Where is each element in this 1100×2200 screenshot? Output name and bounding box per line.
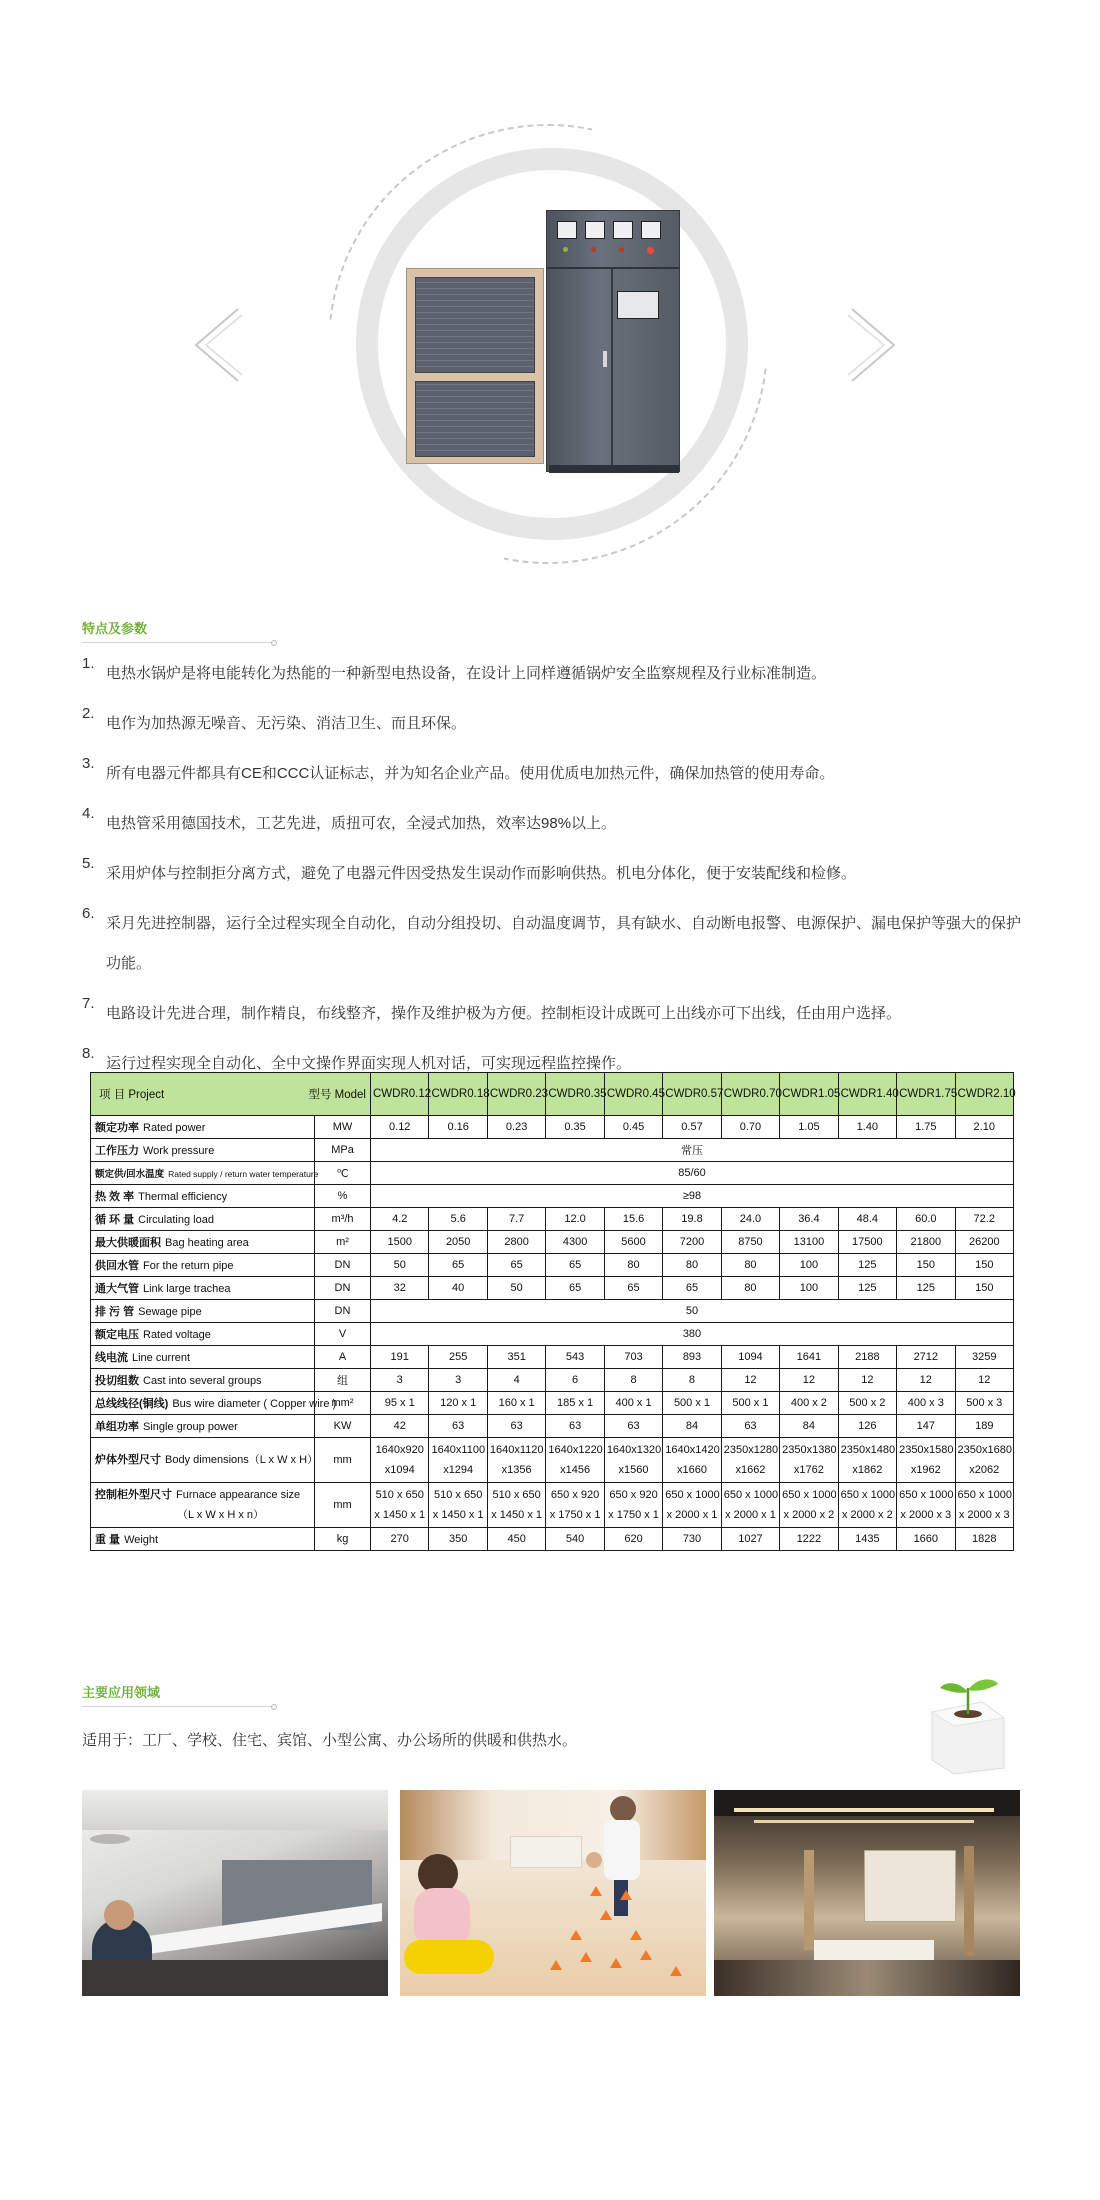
spec-row [91, 1162, 1014, 1185]
spec-item-en: Cast into several groups [143, 1375, 262, 1387]
spec-value-cell: 650 x 1000 x 2000 x 2 [780, 1483, 838, 1528]
spec-unit-cell: ℃ [315, 1162, 371, 1185]
spec-item-cell [91, 1116, 315, 1139]
spec-value-cell: 2350x1280 x1662 [721, 1438, 779, 1483]
spec-value-cell: 65 [429, 1254, 487, 1277]
spec-value-cell: 63 [546, 1415, 604, 1438]
section-title-applications: 主要应用领域 [82, 1685, 161, 1700]
spec-item-zh: 循 环 量 [95, 1214, 135, 1226]
spec-value-cell: 150 [897, 1254, 955, 1277]
spec-value-cell: 0.57 [663, 1116, 721, 1139]
spec-value-cell: 351 [487, 1346, 545, 1369]
section-divider [82, 1706, 274, 1707]
spec-value-cell: 84 [780, 1415, 838, 1438]
model-header-cell: CWDR0.12 [371, 1073, 429, 1116]
spec-value-cell: 893 [663, 1346, 721, 1369]
spec-value-cell: 63 [487, 1415, 545, 1438]
spec-value-cell: 0.23 [487, 1116, 545, 1139]
model-header-cell: CWDR0.45 [604, 1073, 662, 1116]
spec-item-cell [91, 1300, 315, 1323]
spec-row [91, 1438, 1014, 1483]
spec-item-en: Rated voltage [143, 1329, 211, 1341]
feature-item [82, 654, 1022, 694]
spec-unit-cell: MPa [315, 1139, 371, 1162]
spec-value-cell: 125 [838, 1254, 896, 1277]
model-header-cell: CWDR1.05 [780, 1073, 838, 1116]
spec-row [91, 1208, 1014, 1231]
spec-item-cell [91, 1392, 337, 1415]
spec-unit-cell: DN [315, 1277, 371, 1300]
spec-value-cell: 7200 [663, 1231, 721, 1254]
spec-value-cell: 6 [546, 1369, 604, 1392]
spec-value-cell: 80 [604, 1254, 662, 1277]
spec-item-zh: 最大供暖面积 [95, 1237, 161, 1249]
spec-value-cell: 42 [371, 1415, 429, 1438]
header-model: 型号 Model [308, 1089, 366, 1101]
spec-value-cell: 15.6 [604, 1208, 662, 1231]
spec-value-cell: 2712 [897, 1346, 955, 1369]
spec-value-cell: 650 x 1000 x 2000 x 3 [955, 1483, 1013, 1528]
spec-value-cell: 120 x 1 [429, 1392, 487, 1415]
next-slide-button[interactable] [848, 305, 900, 385]
spec-value-cell: 63 [721, 1415, 779, 1438]
spec-value-cell: 4 [487, 1369, 545, 1392]
heat-arrow-icon [640, 1950, 652, 1960]
spec-item-en: Body dimensions（L x W x H） [165, 1454, 319, 1466]
spec-unit-cell: DN [315, 1300, 371, 1323]
spec-value-cell: 21800 [897, 1231, 955, 1254]
spec-value-cell: 160 x 1 [487, 1392, 545, 1415]
feature-number: 4. [82, 805, 95, 822]
spec-value-cell: 2350x1580 x1962 [897, 1438, 955, 1483]
spec-unit-cell: kg [315, 1528, 371, 1551]
spec-value-cell: 2188 [838, 1346, 896, 1369]
feature-item [82, 904, 1022, 984]
spec-item-cell [91, 1528, 315, 1551]
spec-value-cell: 1640x1420 x1660 [663, 1438, 721, 1483]
spec-value-cell: 72.2 [955, 1208, 1013, 1231]
spec-value-cell: 3259 [955, 1346, 1013, 1369]
feature-number: 8. [82, 1045, 95, 1062]
spec-value-cell: 17500 [838, 1231, 896, 1254]
spec-item-zh: 额定电压 [95, 1329, 139, 1341]
spec-item-zh: 单组功率 [95, 1421, 139, 1433]
heat-arrow-icon [610, 1958, 622, 1968]
spec-value-cell: 1828 [955, 1528, 1013, 1551]
spec-item-cell [91, 1162, 319, 1185]
spec-value-cell: 2350x1680 x2062 [955, 1438, 1013, 1483]
spec-row [91, 1185, 1014, 1208]
spec-value-cell: 4.2 [371, 1208, 429, 1231]
spec-unit-cell: m³/h [315, 1208, 371, 1231]
spec-row [91, 1483, 1014, 1528]
spec-value-cell: 100 [780, 1254, 838, 1277]
spec-value-cell: 8 [604, 1369, 662, 1392]
model-header-cell: CWDR1.40 [838, 1073, 896, 1116]
spec-value-cell: 500 x 3 [955, 1392, 1013, 1415]
spec-row [91, 1300, 1014, 1323]
spec-item-en: Weight [124, 1534, 159, 1546]
spec-value-cell: 3 [429, 1369, 487, 1392]
spec-item-en: Rated power [143, 1122, 206, 1134]
spec-value-cell: 510 x 650 x 1450 x 1 [429, 1483, 487, 1528]
spec-value-cell: 32 [371, 1277, 429, 1300]
spec-value-cell: 150 [955, 1254, 1013, 1277]
feature-list [82, 655, 1022, 1104]
feature-item [82, 754, 1022, 794]
spec-row [91, 1139, 1014, 1162]
office-photo [82, 1790, 388, 1996]
spec-row [91, 1231, 1014, 1254]
spec-item-zh: 额定供/回水温度 [95, 1169, 165, 1180]
spec-value-cell: 380 [371, 1323, 1014, 1346]
spec-value-cell: 2050 [429, 1231, 487, 1254]
hotel-lobby-photo [714, 1790, 1020, 1996]
spec-value-cell: 40 [429, 1277, 487, 1300]
spec-item-cell [91, 1346, 315, 1369]
feature-number: 3. [82, 755, 95, 772]
product-hero [0, 0, 1100, 600]
spec-unit-cell: 组 [315, 1369, 371, 1392]
spec-item-en: Furnace appearance size [176, 1489, 301, 1501]
spec-row [91, 1116, 1014, 1139]
spec-value-cell: 450 [487, 1528, 545, 1551]
spec-value-cell: 5.6 [429, 1208, 487, 1231]
spec-value-cell: 350 [429, 1528, 487, 1551]
spec-item-cell [91, 1483, 315, 1528]
spec-value-cell: 500 x 2 [838, 1392, 896, 1415]
heat-arrow-icon [620, 1890, 632, 1900]
sprout-pot-icon [924, 1672, 1008, 1774]
spec-item-en: Rated supply / return water temperature [168, 1169, 319, 1179]
heat-arrow-icon [670, 1966, 682, 1976]
spec-item-cell [91, 1323, 315, 1346]
spec-value-cell: ≥98 [371, 1185, 1014, 1208]
spec-value-cell: 65 [663, 1277, 721, 1300]
spec-value-cell: 0.45 [604, 1116, 662, 1139]
furnace-body [406, 268, 544, 464]
spec-value-cell: 8750 [721, 1231, 779, 1254]
spec-value-cell: 50 [371, 1300, 1014, 1323]
spec-item-en: Bag heating area [165, 1237, 249, 1249]
model-header-cell: CWDR1.75 [897, 1073, 955, 1116]
spec-item-zh: 工作压力 [95, 1145, 139, 1157]
spec-value-cell: 543 [546, 1346, 604, 1369]
spec-item-zh: 重 量 [95, 1534, 121, 1546]
spec-value-cell: 650 x 1000 x 2000 x 3 [897, 1483, 955, 1528]
spec-value-cell: 100 [780, 1277, 838, 1300]
spec-value-cell: 7.7 [487, 1208, 545, 1231]
spec-row [91, 1369, 1014, 1392]
spec-item-en: For the return pipe [143, 1260, 234, 1272]
feature-number: 2. [82, 705, 95, 722]
section-divider [82, 642, 274, 643]
header-item: 项 目 Project [99, 1089, 165, 1101]
spec-item-en: Link large trachea [143, 1283, 231, 1295]
spec-item-en: Line current [132, 1352, 191, 1364]
application-photos [82, 1790, 1020, 1996]
spec-item-en2: （L x W x H x n） [177, 1509, 264, 1521]
spec-row [91, 1323, 1014, 1346]
spec-value-cell: 125 [897, 1277, 955, 1300]
feature-number: 1. [82, 655, 95, 672]
spec-item-cell [91, 1254, 315, 1277]
spec-value-cell: 12.0 [546, 1208, 604, 1231]
model-header-cell: CWDR0.23 [487, 1073, 545, 1116]
spec-value-cell: 1640x1320 x1560 [604, 1438, 662, 1483]
feature-text: 采用炉体与控制拒分离方式，避免了电器元件因受热发生误动作而影响供热。机电分体化，便于安装配线和检修。 [106, 865, 857, 882]
spec-item-cell [91, 1415, 315, 1438]
heat-arrow-icon [590, 1886, 602, 1896]
feature-text: 电路设计先进合理，制作精良，布线整齐，操作及维护极为方便。控制柜设计成既可上出线亦可下出线，任由用户选择。 [106, 1005, 902, 1022]
spec-value-cell: 500 x 1 [663, 1392, 721, 1415]
model-header-cell: CWDR2.10 [955, 1073, 1013, 1116]
spec-unit-cell: mm [315, 1438, 371, 1483]
spec-value-cell: 4300 [546, 1231, 604, 1254]
spec-value-cell: 65 [604, 1277, 662, 1300]
spec-unit-cell: V [315, 1323, 371, 1346]
spec-value-cell: 191 [371, 1346, 429, 1369]
section-title-features: 特点及参数 [82, 621, 148, 636]
prev-slide-button[interactable] [190, 305, 242, 385]
spec-value-cell: 147 [897, 1415, 955, 1438]
spec-value-cell: 80 [663, 1254, 721, 1277]
model-header-cell: CWDR0.70 [721, 1073, 779, 1116]
spec-row [91, 1254, 1014, 1277]
spec-value-cell: 1640x1120 x1356 [487, 1438, 545, 1483]
spec-value-cell: 185 x 1 [546, 1392, 604, 1415]
spec-row [91, 1415, 1014, 1438]
spec-value-cell: 703 [604, 1346, 662, 1369]
spec-value-cell: 12 [955, 1369, 1013, 1392]
heat-arrow-icon [570, 1930, 582, 1940]
spec-item-zh: 额定功率 [95, 1122, 139, 1134]
spec-value-cell: 3 [371, 1369, 429, 1392]
spec-item-en: Work pressure [143, 1145, 215, 1157]
home-heating-photo [400, 1790, 706, 1996]
spec-value-cell: 400 x 1 [604, 1392, 662, 1415]
spec-value-cell: 0.70 [721, 1116, 779, 1139]
spec-unit-cell: DN [315, 1254, 371, 1277]
spec-item-zh: 投切组数 [95, 1375, 139, 1387]
spec-value-cell: 24.0 [721, 1208, 779, 1231]
spec-table-container [90, 1072, 1014, 1551]
spec-value-cell: 510 x 650 x 1450 x 1 [487, 1483, 545, 1528]
spec-value-cell: 150 [955, 1277, 1013, 1300]
spec-value-cell: 125 [838, 1277, 896, 1300]
spec-value-cell: 1435 [838, 1528, 896, 1551]
model-header-cell: CWDR0.57 [663, 1073, 721, 1116]
spec-row [91, 1392, 1014, 1415]
spec-value-cell: 1027 [721, 1528, 779, 1551]
spec-unit-cell: % [315, 1185, 371, 1208]
spec-value-cell: 13100 [780, 1231, 838, 1254]
feature-item [82, 804, 1022, 844]
spec-item-cell [91, 1208, 315, 1231]
spec-item-cell [91, 1139, 315, 1162]
spec-value-cell: 400 x 2 [780, 1392, 838, 1415]
feature-number: 5. [82, 855, 95, 872]
spec-item-cell [91, 1438, 319, 1483]
spec-value-cell: 常压 [371, 1139, 1014, 1162]
spec-value-cell: 650 x 1000 x 2000 x 2 [838, 1483, 896, 1528]
feature-text: 所有电器元件都具有CE和CCC认证标志，并为知名企业产品。使用优质电加热元件，确保加热管的使用寿命。 [106, 765, 835, 782]
spec-value-cell: 1641 [780, 1346, 838, 1369]
chevron-right-icon [848, 305, 900, 385]
spec-unit-cell: mm [315, 1483, 371, 1528]
spec-item-cell [91, 1369, 315, 1392]
spec-unit-cell: MW [315, 1116, 371, 1139]
spec-value-cell: 2350x1480 x1862 [838, 1438, 896, 1483]
spec-value-cell: 620 [604, 1528, 662, 1551]
spec-value-cell: 1.05 [780, 1116, 838, 1139]
spec-value-cell: 650 x 1000 x 2000 x 1 [663, 1483, 721, 1528]
spec-item-cell [91, 1185, 315, 1208]
spec-value-cell: 95 x 1 [371, 1392, 429, 1415]
spec-value-cell: 650 x 920 x 1750 x 1 [604, 1483, 662, 1528]
chevron-left-icon [190, 305, 242, 385]
spec-value-cell: 255 [429, 1346, 487, 1369]
spec-value-cell: 2350x1380 x1762 [780, 1438, 838, 1483]
spec-value-cell: 400 x 3 [897, 1392, 955, 1415]
spec-value-cell: 80 [721, 1254, 779, 1277]
feature-item [82, 994, 1022, 1034]
spec-value-cell: 12 [780, 1369, 838, 1392]
feature-text: 电热管采用德国技术，工艺先进，质扭可农，全浸式加热，效率达98%以上。 [106, 815, 617, 832]
application-text: 适用于：工厂、学校、住宅、宾馆、小型公寓、办公场所的供暖和供热水。 [82, 1732, 578, 1749]
spec-item-zh: 控制柜外型尺寸 [95, 1489, 172, 1501]
spec-value-cell: 65 [487, 1254, 545, 1277]
spec-value-cell: 80 [721, 1277, 779, 1300]
spec-value-cell: 84 [663, 1415, 721, 1438]
spec-value-cell: 730 [663, 1528, 721, 1551]
spec-value-cell: 510 x 650 x 1450 x 1 [371, 1483, 429, 1528]
control-cabinet [546, 210, 680, 472]
spec-row [91, 1528, 1014, 1551]
spec-value-cell: 650 x 920 x 1750 x 1 [546, 1483, 604, 1528]
spec-value-cell: 0.16 [429, 1116, 487, 1139]
spec-value-cell: 63 [604, 1415, 662, 1438]
spec-value-cell: 8 [663, 1369, 721, 1392]
spec-item-en: Thermal efficiency [138, 1191, 228, 1203]
heat-arrow-icon [600, 1910, 612, 1920]
spec-value-cell: 1500 [371, 1231, 429, 1254]
spec-item-zh: 总线线径(铜线) [95, 1398, 169, 1410]
feature-number: 6. [82, 905, 95, 922]
spec-item-en: Sewage pipe [138, 1306, 202, 1318]
feature-number: 7. [82, 995, 95, 1012]
feature-item [82, 854, 1022, 894]
spec-value-cell: 12 [897, 1369, 955, 1392]
feature-text: 运行过程实现全自动化、全中文操作界面实现人机对话，可实现远程监控操作。 [106, 1055, 632, 1072]
spec-value-cell: 5600 [604, 1231, 662, 1254]
spec-value-cell: 48.4 [838, 1208, 896, 1231]
feature-text: 电热水锅炉是将电能转化为热能的一种新型电热设备，在设计上同样遵循锅炉安全监察规程及行业标准制造。 [106, 665, 827, 682]
spec-item-zh: 排 污 管 [95, 1306, 135, 1318]
spec-value-cell: 0.12 [371, 1116, 429, 1139]
spec-value-cell: 650 x 1000 x 2000 x 1 [721, 1483, 779, 1528]
spec-value-cell: 1.75 [897, 1116, 955, 1139]
spec-value-cell: 1640x920 x1094 [371, 1438, 429, 1483]
spec-item-zh: 通大气管 [95, 1283, 139, 1295]
spec-item-en: Single group power [143, 1421, 238, 1433]
spec-value-cell: 126 [838, 1415, 896, 1438]
spec-item-zh: 供回水管 [95, 1260, 139, 1272]
spec-value-cell: 1094 [721, 1346, 779, 1369]
spec-value-cell: 1640x1220 x1456 [546, 1438, 604, 1483]
spec-item-cell [91, 1277, 315, 1300]
spec-value-cell: 12 [721, 1369, 779, 1392]
spec-value-cell: 19.8 [663, 1208, 721, 1231]
spec-value-cell: 63 [429, 1415, 487, 1438]
model-header-cell: CWDR0.35 [546, 1073, 604, 1116]
spec-table [90, 1072, 1014, 1551]
spec-value-cell: 1660 [897, 1528, 955, 1551]
feature-item [82, 704, 1022, 744]
spec-value-cell: 189 [955, 1415, 1013, 1438]
spec-row [91, 1277, 1014, 1300]
spec-item-zh: 炉体外型尺寸 [95, 1454, 161, 1466]
spec-row [91, 1346, 1014, 1369]
spec-item-zh: 热 效 率 [95, 1191, 135, 1203]
spec-item-zh: 线电流 [95, 1352, 128, 1364]
spec-unit-cell: m² [315, 1231, 371, 1254]
spec-unit-cell: A [315, 1346, 371, 1369]
model-header-cell: CWDR0.18 [429, 1073, 487, 1116]
feature-text: 采月先进控制器，运行全过程实现全自动化，自动分组投切、自动温度调节，具有缺水、自动断电报警、电源保护、漏电保护等强大的保护功能。 [106, 915, 1022, 972]
spec-value-cell: 50 [487, 1277, 545, 1300]
spec-value-cell: 1.40 [838, 1116, 896, 1139]
spec-value-cell: 0.35 [546, 1116, 604, 1139]
spec-value-cell: 2.10 [955, 1116, 1013, 1139]
heat-arrow-icon [550, 1960, 562, 1970]
header-item-model [91, 1073, 371, 1116]
spec-item-cell [91, 1231, 315, 1254]
spec-value-cell: 540 [546, 1528, 604, 1551]
spec-item-en: Circulating load [138, 1214, 214, 1226]
spec-value-cell: 270 [371, 1528, 429, 1551]
spec-item-en: Bus wire diameter ( Copper wire ) [172, 1398, 337, 1410]
spec-value-cell: 1222 [780, 1528, 838, 1551]
spec-value-cell: 60.0 [897, 1208, 955, 1231]
spec-value-cell: 12 [838, 1369, 896, 1392]
heat-arrow-icon [580, 1952, 592, 1962]
spec-value-cell: 50 [371, 1254, 429, 1277]
spec-value-cell: 36.4 [780, 1208, 838, 1231]
heat-arrow-icon [630, 1930, 642, 1940]
electric-boiler-image [400, 210, 690, 472]
feature-text: 电作为加热源无噪音、无污染、消洁卫生、而且环保。 [106, 715, 467, 732]
spec-value-cell: 85/60 [371, 1162, 1014, 1185]
spec-unit-cell: mm² [315, 1392, 371, 1415]
spec-value-cell: 26200 [955, 1231, 1013, 1254]
spec-table-header-row [91, 1073, 1014, 1116]
spec-value-cell: 65 [546, 1277, 604, 1300]
spec-value-cell: 1640x1100 x1294 [429, 1438, 487, 1483]
spec-value-cell: 500 x 1 [721, 1392, 779, 1415]
spec-value-cell: 2800 [487, 1231, 545, 1254]
spec-unit-cell: KW [315, 1415, 371, 1438]
spec-value-cell: 65 [546, 1254, 604, 1277]
